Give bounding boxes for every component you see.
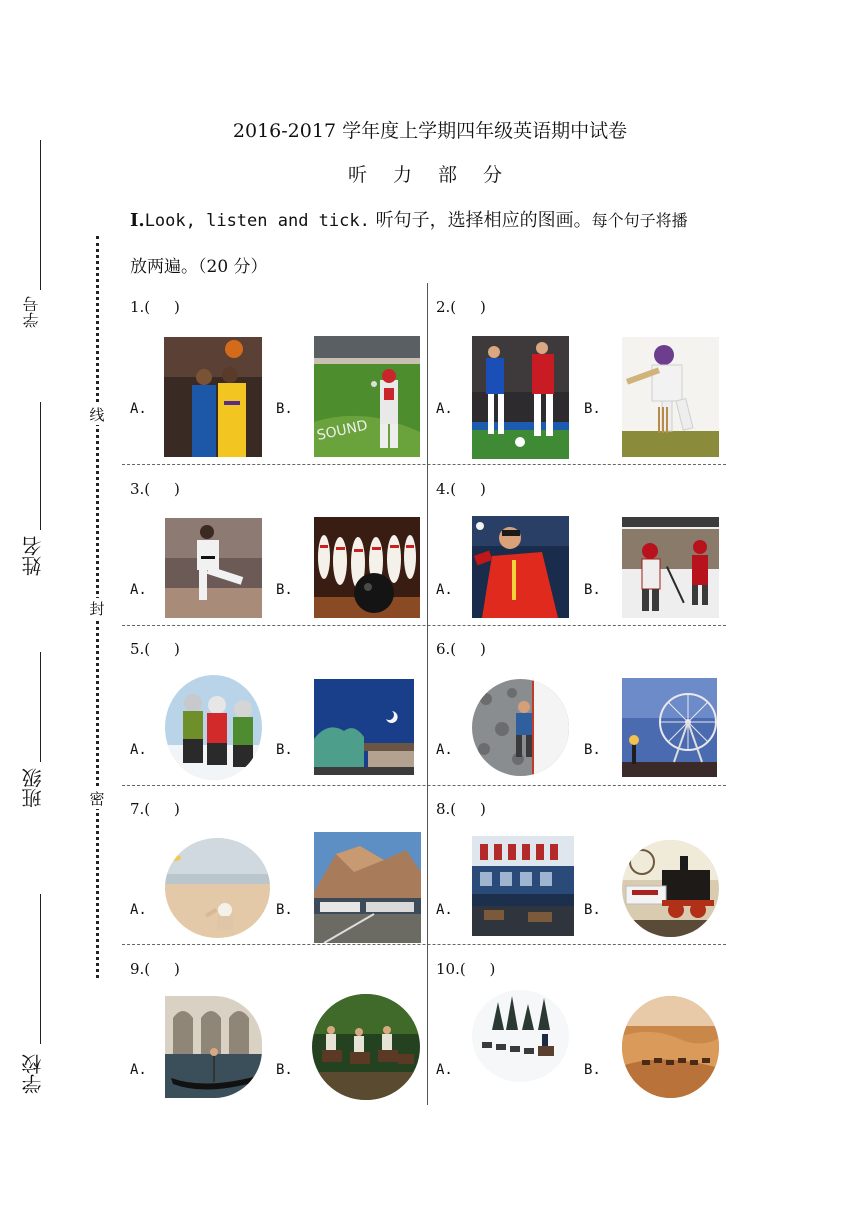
section-number: I.	[130, 210, 145, 231]
seal-char-secret: 密	[89, 790, 105, 808]
option-b-picture[interactable]	[314, 517, 420, 618]
school-label: 学校	[21, 1054, 45, 1094]
instruction-line-2: 放两遍。（20 分）	[130, 257, 268, 277]
football-picture	[472, 336, 569, 459]
question-number: 3.( )	[130, 480, 180, 498]
binding-rule	[40, 402, 41, 530]
option-b-label: B.	[276, 742, 293, 758]
option-a-picture[interactable]	[164, 337, 262, 457]
row-divider	[122, 464, 726, 465]
column-divider	[427, 283, 428, 1105]
option-b-picture[interactable]	[314, 832, 421, 943]
train-picture	[622, 840, 719, 937]
option-a-label: A.	[436, 582, 453, 598]
option-a-picture[interactable]	[165, 996, 262, 1098]
option-b-picture[interactable]	[314, 679, 414, 775]
option-a-label: A.	[130, 742, 147, 758]
night-city-picture	[314, 679, 414, 775]
taekwondo-picture	[165, 518, 262, 618]
option-b-picture[interactable]	[622, 678, 717, 777]
baseball-picture	[314, 336, 420, 457]
instruction-small: 每个句子将播	[591, 211, 688, 230]
mountain-town-picture	[314, 832, 421, 943]
option-b-picture[interactable]	[622, 517, 719, 618]
option-b-label: B.	[584, 742, 601, 758]
name-label: 姓名	[21, 536, 45, 576]
option-b-label: B.	[584, 582, 601, 598]
row-divider	[122, 785, 726, 786]
option-a-picture[interactable]	[165, 675, 262, 780]
question-number: 9.( )	[130, 960, 180, 978]
option-a-label: A.	[436, 1062, 453, 1078]
option-b-picture[interactable]	[312, 994, 420, 1100]
venice-gondola-picture	[165, 996, 262, 1098]
horse-riding-picture	[312, 994, 420, 1100]
instruction-line-1	[130, 206, 688, 232]
option-b-picture[interactable]	[622, 996, 719, 1098]
museum-hall-picture	[472, 836, 574, 936]
student-id-label: 学号	[22, 296, 41, 328]
option-a-label: A.	[436, 401, 453, 417]
option-a-label: A.	[130, 582, 147, 598]
row-divider	[122, 625, 726, 626]
option-b-label: B.	[276, 401, 293, 417]
bowling-picture	[314, 517, 420, 618]
basketball-picture	[164, 337, 262, 457]
rock-climbing-picture	[472, 679, 569, 776]
option-b-label: B.	[276, 902, 293, 918]
question-number: 7.( )	[130, 800, 180, 818]
question-number: 4.( )	[436, 480, 486, 498]
option-a-picture[interactable]	[165, 518, 262, 618]
binding-rule	[40, 894, 41, 1044]
question-number: 10.( )	[436, 960, 496, 978]
cricket-picture	[622, 337, 719, 457]
option-a-picture[interactable]	[472, 990, 569, 1082]
option-b-picture[interactable]	[314, 336, 420, 457]
seal-char-seal: 封	[89, 600, 105, 618]
seal-char-line: 线	[89, 406, 105, 424]
beach-picture	[165, 838, 270, 938]
option-a-label: A.	[130, 1062, 147, 1078]
ice-hockey-picture	[622, 517, 719, 618]
option-b-picture[interactable]	[622, 840, 719, 937]
question-number: 8.( )	[436, 800, 486, 818]
option-b-label: B.	[584, 401, 601, 417]
question-number: 2.( )	[436, 298, 486, 316]
desert-camels-picture	[622, 996, 719, 1098]
instruction-en: Look, listen and tick.	[144, 211, 370, 231]
option-a-picture[interactable]	[472, 516, 569, 618]
option-b-label: B.	[584, 902, 601, 918]
option-a-picture[interactable]	[472, 679, 569, 776]
section-subtitle: 听 力 部 分	[347, 164, 513, 186]
dog-sled-picture	[472, 990, 569, 1082]
instruction-cn: 听句子，选择相应的图画。	[375, 210, 592, 231]
option-b-picture[interactable]	[622, 337, 719, 457]
question-number: 5.( )	[130, 640, 180, 658]
page-title: 2016-2017 学年度上学期四年级英语期中试卷	[232, 120, 628, 142]
option-a-label: A.	[436, 742, 453, 758]
binding-rule	[40, 652, 41, 762]
skiing-picture	[165, 675, 262, 780]
option-a-label: A.	[130, 902, 147, 918]
option-a-picture[interactable]	[165, 838, 270, 938]
class-label: 班级	[21, 768, 45, 808]
option-b-label: B.	[584, 1062, 601, 1078]
option-a-picture[interactable]	[472, 336, 569, 459]
question-number: 1.( )	[130, 298, 180, 316]
option-a-label: A.	[436, 902, 453, 918]
row-divider	[122, 944, 726, 945]
option-b-label: B.	[276, 582, 293, 598]
table-tennis-picture	[472, 516, 569, 618]
svg-text:SOUND: SOUND	[315, 417, 370, 444]
question-number: 6.( )	[436, 640, 486, 658]
option-a-picture[interactable]	[472, 836, 574, 936]
option-b-label: B.	[276, 1062, 293, 1078]
option-a-label: A.	[130, 401, 147, 417]
ferris-wheel-picture	[622, 678, 717, 777]
